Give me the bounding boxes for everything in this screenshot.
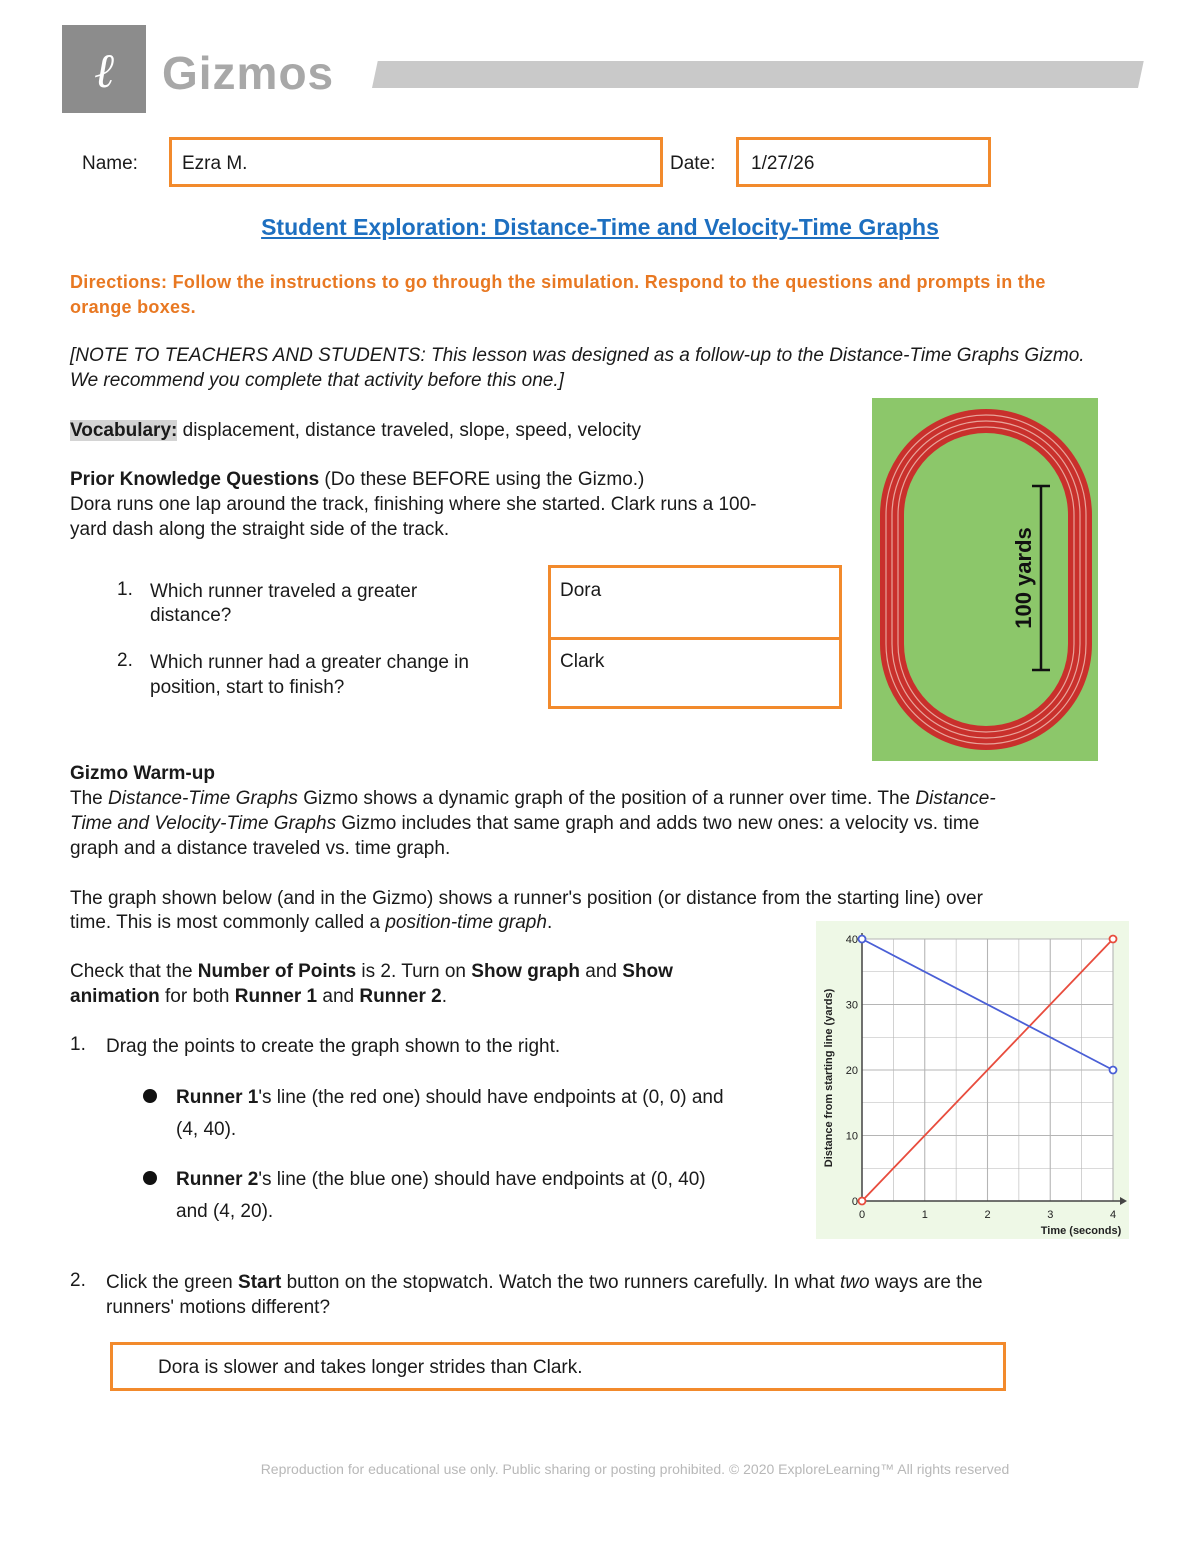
bullet-1-line2: (4, 40). bbox=[176, 1119, 237, 1140]
x-tick-label: 0 bbox=[858, 1209, 866, 1221]
warmup-para3-line2: animation for both Runner 1 and Runner 2. bbox=[70, 986, 447, 1007]
x-tick-label: 3 bbox=[1047, 1209, 1054, 1221]
step-2-answer: Dora is slower and takes longer strides than Clark. bbox=[158, 1357, 583, 1378]
y-tick-label: 10 bbox=[845, 1130, 858, 1143]
warmup-heading: Gizmo Warm-up bbox=[70, 763, 215, 784]
gizmos-logo-mark bbox=[62, 25, 146, 113]
footer-copyright: Reproduction for educational use only. Public sharing or posting prohibited. © 2020 ExploreLearning™ All rights reserved bbox=[260, 1461, 1010, 1477]
page-title: Student Exploration: Distance-Time and Velocity-Time Graphs bbox=[261, 214, 939, 240]
step-1-number: 1. bbox=[70, 1034, 86, 1055]
question-2-number: 2. bbox=[117, 650, 133, 671]
warmup-para2-line1: The graph shown below (and in the Gizmo) shows a runner's position (or distance from the starting line) over bbox=[70, 888, 983, 909]
y-axis-label: Distance from starting line (yards) bbox=[823, 988, 835, 1168]
teacher-note: [NOTE TO TEACHERS AND STUDENTS: This lesson was designed as a follow-up to the Distance-Time Graphs Gizmo. We recommend you complete that activity before this one.] bbox=[70, 345, 1085, 391]
step-2-text-2: runners' motions different? bbox=[106, 1297, 331, 1318]
x-tick-label: 4 bbox=[1109, 1209, 1117, 1221]
question-2-text-2: position, start to finish? bbox=[150, 677, 345, 698]
x-tick-label: 2 bbox=[984, 1209, 991, 1221]
y-tick-label: 20 bbox=[845, 1065, 858, 1077]
bullet-1-line1: Runner 1's line (the red one) should have endpoints at (0, 0) and bbox=[176, 1087, 724, 1108]
explorelearning-logo-icon bbox=[62, 25, 146, 113]
warmup-para1-line3: graph and a distance traveled vs. time graph. bbox=[70, 838, 451, 859]
y-tick-label: 30 bbox=[845, 999, 858, 1012]
vocabulary-line bbox=[70, 418, 641, 443]
x-tick-label: 1 bbox=[921, 1209, 928, 1221]
step-1-text: Drag the points to create the graph shown to the right. bbox=[106, 1036, 561, 1057]
header-bar bbox=[372, 61, 1144, 88]
directions-text: Directions: Follow the instructions to go through the simulation. Respond to the questions and prompts in the orange boxes. bbox=[70, 272, 1046, 317]
name-field[interactable] bbox=[169, 137, 663, 187]
step-2-answer-box[interactable] bbox=[110, 1342, 1006, 1391]
prior-knowledge-note: (Do these BEFORE using the Gizmo.) bbox=[319, 469, 645, 490]
y-tick-label: 0 bbox=[851, 1196, 858, 1208]
data-point-runner-1 bbox=[1110, 936, 1117, 943]
bullet-2-line2: and (4, 20). bbox=[176, 1201, 274, 1222]
vocabulary-terms: displacement, distance traveled, slope, speed, velocity bbox=[177, 420, 642, 441]
brand-name: Gizmos bbox=[162, 47, 335, 99]
bullet-2 bbox=[143, 1171, 157, 1185]
answer-1[interactable]: Dora bbox=[560, 580, 602, 601]
warmup-para1-line1: The Distance-Time Graphs Gizmo shows a dynamic graph of the position of a runner over time. The Distance- bbox=[70, 788, 996, 809]
question-2-text-1: Which runner had a greater change in bbox=[150, 652, 469, 673]
bullet-1 bbox=[143, 1089, 157, 1103]
name-label: Name: bbox=[82, 153, 138, 174]
prior-knowledge-text-2: yard dash along the straight side of the track. bbox=[70, 519, 450, 540]
step-2-text-1: Click the green Start button on the stopwatch. Watch the two runners carefully. In what two ways are the bbox=[106, 1272, 983, 1293]
position-time-chart bbox=[816, 921, 1129, 1239]
warmup-para1-line2: Time and Velocity-Time Graphs Gizmo includes that same graph and adds two new ones: a velocity vs. time bbox=[70, 813, 980, 834]
date-field[interactable] bbox=[736, 137, 991, 187]
x-axis-label: Time (seconds) bbox=[1040, 1225, 1122, 1237]
bullet-2-line1: Runner 2's line (the blue one) should have endpoints at (0, 40) bbox=[176, 1169, 706, 1190]
prior-answers-box bbox=[548, 565, 842, 709]
prior-knowledge-heading-line bbox=[70, 467, 644, 492]
logo-glyph: ℓ bbox=[94, 43, 114, 99]
prior-knowledge-heading: Prior Knowledge Questions bbox=[70, 469, 320, 490]
y-tick-label: 40 bbox=[845, 934, 858, 946]
date-value: 1/27/26 bbox=[751, 153, 815, 174]
vocabulary-label: Vocabulary: bbox=[70, 420, 178, 441]
answer-divider bbox=[551, 637, 839, 640]
date-label: Date: bbox=[670, 153, 716, 174]
running-track-icon bbox=[872, 398, 1098, 761]
data-point-runner-2 bbox=[1110, 1067, 1117, 1074]
data-point-runner-1 bbox=[859, 1198, 866, 1205]
question-1-text-1: Which runner traveled a greater bbox=[150, 581, 418, 602]
step-2-number: 2. bbox=[70, 1270, 86, 1291]
warmup-para3-line1: Check that the Number of Points is 2. Turn on Show graph and Show bbox=[70, 961, 673, 982]
name-value: Ezra M. bbox=[182, 153, 248, 174]
track-length-label: 100 yards bbox=[1011, 527, 1036, 629]
question-1-text-2: distance? bbox=[150, 605, 232, 626]
position-time-chart-svg bbox=[816, 921, 1129, 1239]
warmup-para2-line2: time. This is most commonly called a position-time graph. bbox=[70, 912, 553, 933]
question-1-number: 1. bbox=[117, 579, 133, 600]
answer-2[interactable]: Clark bbox=[560, 651, 605, 672]
track-image bbox=[872, 398, 1098, 761]
prior-knowledge-text-1: Dora runs one lap around the track, finishing where she started. Clark runs a 100- bbox=[70, 494, 757, 515]
data-point-runner-2 bbox=[859, 936, 866, 943]
